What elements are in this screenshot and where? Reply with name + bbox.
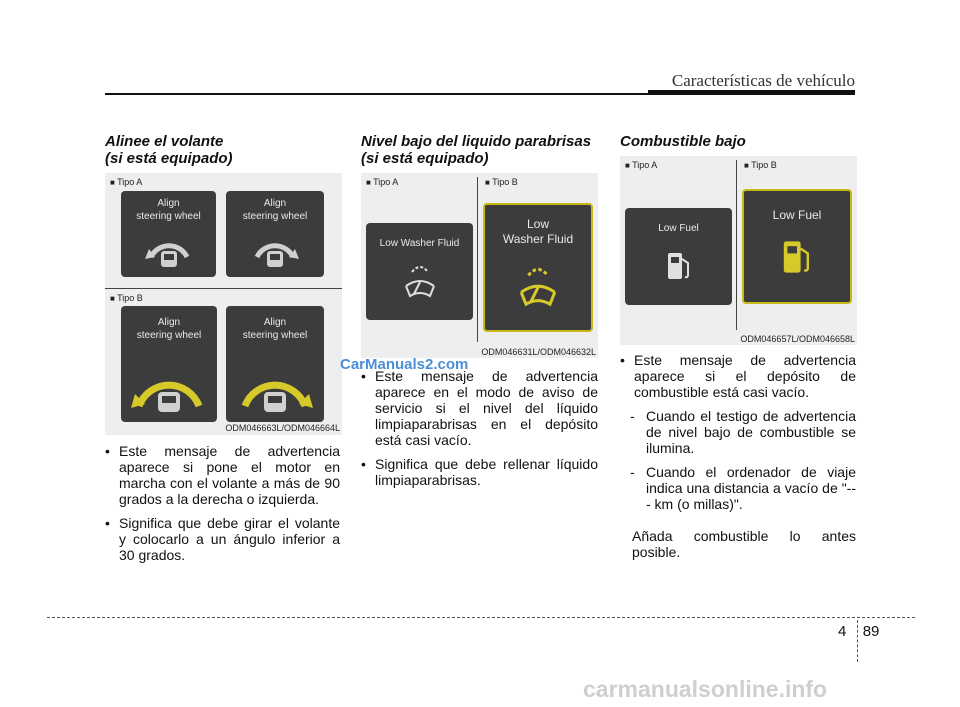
screen-text-line2: steering wheel bbox=[136, 330, 202, 341]
watermark-link[interactable]: CarManuals2.com bbox=[340, 356, 469, 373]
section-number: 4 bbox=[838, 623, 847, 640]
screen-text-line1: Low bbox=[526, 217, 549, 231]
bullet-item: • Este mensaje de advertencia aparece si pone el motor en marcha con el volante a más de 90 grados a la derecha o izquierda. bbox=[105, 443, 340, 507]
closing-text: Añada combustible lo antes posible. bbox=[632, 528, 856, 560]
align-screen-a-right bbox=[226, 191, 324, 277]
image-code: ODM046631L/ODM046632L bbox=[481, 347, 596, 357]
col3-body bbox=[620, 352, 856, 560]
header-rule-accent bbox=[648, 90, 855, 95]
fuel-pump-icon bbox=[664, 249, 694, 283]
dash-item: - Cuando el ordenador de viaje indica una distancia a vacío de "--- km (o millas)". bbox=[630, 464, 856, 512]
screen-text-line2: steering wheel bbox=[242, 211, 308, 222]
steering-arrow-right-yellow-icon bbox=[235, 354, 315, 414]
align-screen-a-left bbox=[121, 191, 216, 277]
dash-item: - Cuando el testigo de advertencia de nivel bajo de combustible se ilumina. bbox=[630, 408, 856, 456]
fuel-pump-yellow-icon bbox=[779, 236, 815, 278]
align-screen-b-right bbox=[226, 306, 324, 422]
col1-body bbox=[105, 443, 340, 571]
image-code: ODM046657L/ODM046658L bbox=[740, 334, 855, 344]
screen-text: Low Fuel bbox=[658, 223, 699, 234]
section-title-align-steering bbox=[105, 133, 345, 167]
footer-vertical-rule bbox=[857, 620, 858, 662]
washer-screen-b bbox=[483, 203, 593, 332]
section-title-line2: (si está equipado) bbox=[361, 150, 489, 167]
section-title-low-fuel: Combustible bajo bbox=[620, 133, 746, 150]
washer-fluid-yellow-icon bbox=[513, 261, 563, 309]
section-title-line1: Alinee el volante bbox=[105, 133, 224, 150]
tipo-b-label: ■ Tipo B bbox=[485, 177, 518, 187]
section-title-line1: Nivel bajo del liquido parabrisas bbox=[361, 133, 592, 150]
screen-text-line2: steering wheel bbox=[242, 330, 308, 341]
dash-item-text: Cuando el ordenador de viaje indica una distancia a vacío de "--- km (o millas)". bbox=[646, 464, 856, 512]
section-title-line2: (si está equipado) bbox=[105, 150, 233, 167]
screen-text-line2: Washer Fluid bbox=[502, 232, 574, 246]
steering-arrow-left-yellow-icon bbox=[129, 354, 209, 414]
bullet-item: • Este mensaje de advertencia aparece en el modo de aviso de servicio si el nivel del líquido limpiaparabrisas en el depósito está casi vacío. bbox=[361, 368, 598, 448]
tipo-a-label: ■ Tipo A bbox=[110, 177, 142, 187]
screen-text-line1: Align bbox=[263, 317, 287, 328]
page-header-title: Características de vehículo bbox=[671, 71, 855, 90]
fuel-screen-a bbox=[625, 208, 732, 305]
section-title-washer-fluid bbox=[361, 133, 606, 167]
figure-divider bbox=[105, 288, 342, 289]
fuel-screen-b bbox=[742, 189, 852, 304]
tipo-a-label: ■ Tipo A bbox=[625, 160, 657, 170]
dash-item-text: Cuando el testigo de advertencia de nivel bajo de combustible se ilumina. bbox=[646, 408, 856, 456]
screen-text-line2: steering wheel bbox=[136, 211, 201, 222]
screen-text-line1: Align bbox=[157, 198, 180, 209]
page-number bbox=[838, 623, 879, 640]
screen-text: Low Washer Fluid bbox=[379, 238, 460, 249]
figure-divider bbox=[477, 177, 478, 342]
image-code: ODM046663L/ODM046664L bbox=[225, 423, 340, 433]
figure-low-fuel bbox=[620, 156, 857, 345]
page-number-value: 89 bbox=[862, 623, 880, 640]
bullet-item: • Significa que debe rellenar líquido limpiaparabrisas. bbox=[361, 456, 598, 488]
bullet-item: • Este mensaje de advertencia aparece si el depósito de combustible está casi vacío. bbox=[620, 352, 856, 400]
tipo-b-label: ■ Tipo B bbox=[744, 160, 777, 170]
tipo-a-label: ■ Tipo A bbox=[366, 177, 398, 187]
bullet-item: • Significa que debe girar el volante y colocarlo a un ángulo inferior a 30 grados. bbox=[105, 515, 340, 563]
steering-arrow-right-icon bbox=[245, 227, 305, 269]
align-screen-b-left bbox=[121, 306, 217, 422]
steering-arrow-left-icon bbox=[139, 227, 199, 269]
figure-align-steering bbox=[105, 173, 342, 435]
figure-divider bbox=[736, 160, 737, 330]
col2-body bbox=[361, 368, 598, 496]
washer-fluid-icon bbox=[400, 260, 440, 300]
footer-watermark: carmanualsonline.info bbox=[583, 676, 828, 702]
washer-screen-a bbox=[366, 223, 473, 320]
screen-text-line1: Align bbox=[157, 317, 181, 328]
screen-text-line1: Align bbox=[263, 198, 287, 209]
figure-washer-fluid bbox=[361, 173, 598, 358]
footer-rule bbox=[47, 617, 915, 618]
screen-text: Low Fuel bbox=[772, 208, 822, 222]
tipo-b-label: ■ Tipo B bbox=[110, 293, 143, 303]
